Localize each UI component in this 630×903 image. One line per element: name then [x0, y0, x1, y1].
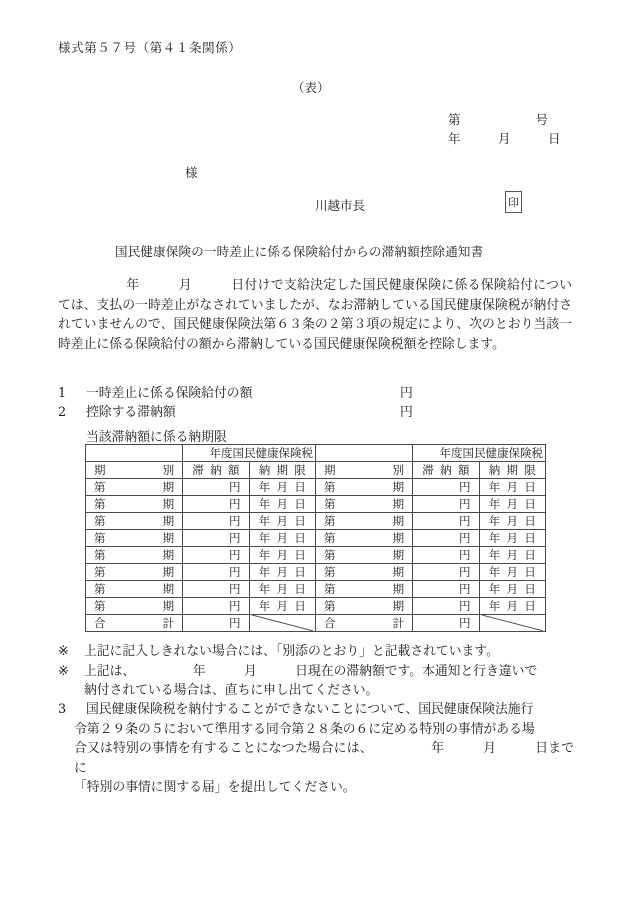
col-amount-char-3: 額 [227, 463, 240, 477]
cell-period-left [86, 598, 183, 615]
period-char-2: 期 [392, 497, 405, 511]
amount-unit: 円 [459, 496, 471, 511]
document-date-line: 年 月 日 [448, 131, 561, 146]
col-due-char-3: 限 [294, 463, 306, 477]
notes-block [58, 642, 574, 701]
group-header-right: 年度国民健康保険税 [413, 445, 546, 462]
due-char-2: 月 [506, 497, 518, 511]
cell-period-right [315, 496, 412, 513]
note-2 [58, 662, 574, 682]
cell-due-date-right [479, 479, 545, 496]
cell-total-label-right [315, 615, 412, 632]
due-char-1: 年 [488, 531, 501, 545]
amount-unit: 円 [459, 598, 471, 613]
table-label: （表） [292, 80, 330, 95]
note-2-continuation-text: 納付されている場合は、直ちに申し出てください。 [84, 683, 379, 698]
period-char-2: 期 [392, 531, 405, 545]
item-3 [58, 700, 574, 798]
cell-total-amount-left [183, 615, 249, 632]
due-char-1: 年 [258, 548, 271, 562]
due-char-1: 年 [258, 565, 271, 579]
cell-period-right [315, 513, 412, 530]
due-char-3: 日 [524, 480, 536, 494]
amount-unit: 円 [459, 479, 471, 494]
amount-unit: 円 [459, 564, 471, 579]
due-char-3: 日 [524, 599, 536, 613]
table-total-row [86, 615, 546, 632]
due-char-3: 日 [294, 548, 306, 562]
cell-amount-right [413, 479, 479, 496]
due-char-2: 月 [276, 514, 289, 528]
period-char-1: 第 [323, 582, 336, 596]
issuer-name: 川越市長 [315, 198, 366, 213]
period-char-2: 期 [392, 599, 405, 613]
cell-total-label-left [86, 615, 183, 632]
amount-unit: 円 [459, 615, 471, 630]
body-paragraph [58, 276, 572, 354]
due-char-1: 年 [258, 497, 271, 511]
cell-amount-right [413, 581, 479, 598]
cell-period-left [86, 513, 183, 530]
period-char-2: 期 [162, 514, 175, 528]
amount-unit: 円 [229, 496, 241, 511]
note-1-text: 上記に記入しきれない場合には、「別添のとおり」と記載されています。 [84, 644, 499, 659]
item-3-line-1: 国民健康保険税を納付することができないことについて、国民健康保険法施行 [86, 702, 534, 717]
cell-period-left [86, 496, 183, 513]
amount-unit: 円 [459, 530, 471, 545]
col-header-amount-right [413, 462, 479, 479]
col-amount-char-2: 納 [210, 463, 222, 477]
group-header-blank-right [315, 445, 412, 462]
amount-unit: 円 [229, 513, 241, 528]
period-char-2: 期 [392, 514, 405, 528]
due-char-1: 年 [488, 565, 501, 579]
cell-due-date-left [249, 547, 315, 564]
cell-amount-right [413, 530, 479, 547]
cell-amount-right [413, 496, 479, 513]
col-due-char-3-r: 限 [524, 463, 536, 477]
period-char-1: 第 [323, 599, 336, 613]
cell-due-date-right [479, 564, 545, 581]
due-char-1: 年 [488, 582, 501, 596]
col-amount-char-1: 滞 [192, 463, 204, 477]
col-period-char-2-r: 別 [392, 463, 405, 477]
item-3-line-4: 「特別の事情に関する届」を提出してください。 [74, 780, 356, 795]
due-char-2: 月 [276, 548, 289, 562]
due-char-2: 月 [506, 565, 518, 579]
cell-amount-left [183, 564, 249, 581]
table-row [86, 496, 546, 513]
due-char-1: 年 [488, 548, 501, 562]
note-1-mark: ※ [58, 644, 69, 659]
due-char-2: 月 [276, 480, 289, 494]
cell-due-date-right [479, 598, 545, 615]
due-char-2: 月 [276, 582, 289, 596]
cell-amount-left [183, 598, 249, 615]
period-char-1: 第 [94, 565, 106, 579]
due-char-1: 年 [258, 582, 271, 596]
due-char-3: 日 [294, 480, 306, 494]
addressee-honorific: 様 [185, 165, 198, 180]
table-row [86, 598, 546, 615]
note-2-text: 上記は、 年 月 日現在の滞納額です。本通知と行き違いで [84, 663, 538, 679]
period-char-1: 第 [94, 548, 106, 562]
period-char-1: 第 [94, 582, 106, 596]
cell-amount-left [183, 496, 249, 513]
col-period-char-1: 期 [94, 463, 106, 477]
cell-total-amount-right [413, 615, 479, 632]
amount-unit: 円 [229, 615, 241, 630]
period-char-2: 期 [162, 531, 175, 545]
cell-amount-right [413, 513, 479, 530]
cell-amount-left [183, 547, 249, 564]
total-char-2: 計 [392, 616, 405, 630]
cell-period-left [86, 530, 183, 547]
col-period-char-1-r: 期 [323, 463, 336, 477]
col-amount-char-1-r: 滞 [422, 463, 434, 477]
due-char-2: 月 [276, 599, 289, 613]
period-char-1: 第 [323, 480, 336, 494]
total-char-2: 計 [162, 616, 175, 630]
col-due-char-1-r: 納 [488, 463, 501, 477]
body-text: 支給決定した国民健康保険に係る保険給付については、支払の一時差止がなされていましたが、なお滞納している国民健康保険税が納付されていませんので、国民健康保険法第６３条の２第３項の規定により、次のとおり当該一時差止に係る保険給付の額から滞納している国民健康保険税額を控除します。 [58, 278, 572, 352]
amount-unit: 円 [229, 564, 241, 579]
cell-amount-right [413, 547, 479, 564]
cell-period-right [315, 581, 412, 598]
page-title: 国民健康保険の一時差止に係る保険給付からの滞納額控除通知書 [115, 244, 484, 259]
col-header-period-right [315, 462, 412, 479]
due-char-1: 年 [258, 514, 271, 528]
body-blank-date: 年 月 日付けで [126, 278, 284, 293]
table-row [86, 530, 546, 547]
due-char-2: 月 [276, 531, 289, 545]
cell-period-left [86, 581, 183, 598]
col-amount-char-2-r: 納 [440, 463, 452, 477]
item-2-sub-label: 当該滞納額に係る納期限 [86, 430, 227, 445]
due-char-2: 月 [506, 531, 518, 545]
note-2-mark: ※ [58, 663, 69, 679]
due-char-3: 日 [524, 514, 536, 528]
amount-unit: 円 [229, 598, 241, 613]
due-char-1: 年 [488, 514, 501, 528]
due-char-2: 月 [506, 514, 518, 528]
cell-amount-left [183, 479, 249, 496]
due-char-3: 日 [294, 582, 306, 596]
cell-due-date-left [249, 581, 315, 598]
due-char-1: 年 [488, 497, 501, 511]
period-char-2: 期 [162, 497, 175, 511]
period-char-2: 期 [392, 548, 405, 562]
cell-due-date-left [249, 513, 315, 530]
due-char-1: 年 [488, 599, 501, 613]
amount-unit: 円 [229, 530, 241, 545]
item-1-label: 一時差止に係る保険給付の額 [86, 386, 253, 401]
cell-due-date-left [249, 564, 315, 581]
col-due-char-2-r: 期 [506, 463, 518, 477]
cell-period-right [315, 564, 412, 581]
col-due-char-2: 期 [276, 463, 289, 477]
table-row [86, 547, 546, 564]
table-row [86, 513, 546, 530]
cell-due-date-right [479, 496, 545, 513]
amount-unit: 円 [459, 547, 471, 562]
due-char-3: 日 [294, 497, 306, 511]
item-2-number: 2 [58, 405, 67, 420]
cell-due-date-right [479, 513, 545, 530]
due-char-1: 年 [258, 480, 271, 494]
due-char-2: 月 [506, 599, 518, 613]
col-header-amount-left [183, 462, 249, 479]
table-group-header-row [86, 445, 546, 462]
table-head [86, 445, 546, 479]
period-char-1: 第 [94, 531, 106, 545]
cell-due-date-left [249, 479, 315, 496]
total-char-1: 合 [94, 616, 106, 630]
delinquency-table [85, 444, 546, 632]
seal-box: 印 [505, 191, 522, 213]
period-char-2: 期 [162, 599, 175, 613]
table-body [86, 479, 546, 632]
due-char-3: 日 [294, 565, 306, 579]
cell-due-date-right [479, 530, 545, 547]
group-header-blank-left [86, 445, 183, 462]
cell-due-date-right [479, 581, 545, 598]
period-char-1: 第 [323, 514, 336, 528]
table-row [86, 479, 546, 496]
period-char-2: 期 [392, 480, 405, 494]
period-char-2: 期 [162, 582, 175, 596]
due-char-2: 月 [276, 565, 289, 579]
period-char-1: 第 [94, 480, 106, 494]
due-char-3: 日 [294, 599, 306, 613]
period-char-2: 期 [162, 565, 175, 579]
item-1-unit: 円 [400, 386, 413, 401]
due-char-1: 年 [258, 599, 271, 613]
cell-period-right [315, 479, 412, 496]
due-char-3: 日 [524, 497, 536, 511]
cell-amount-right [413, 564, 479, 581]
item-3-number: 3 [58, 702, 67, 717]
total-char-1: 合 [323, 616, 336, 630]
note-2-continuation [58, 681, 574, 701]
group-header-left: 年度国民健康保険税 [183, 445, 316, 462]
cell-amount-left [183, 513, 249, 530]
cell-due-date-left [249, 530, 315, 547]
period-char-2: 期 [392, 582, 405, 596]
cell-period-right [315, 598, 412, 615]
document-number-line: 第 号 [448, 112, 549, 127]
col-header-due-left [249, 462, 315, 479]
cell-amount-left [183, 530, 249, 547]
cell-period-right [315, 547, 412, 564]
note-1 [58, 642, 574, 662]
item-2-unit: 円 [400, 405, 413, 420]
period-char-1: 第 [323, 497, 336, 511]
item-3-line-3: 合又は特別の事情を有することになつた場合には、 年 月 日までに [74, 741, 574, 776]
cell-period-left [86, 547, 183, 564]
due-char-2: 月 [506, 582, 518, 596]
period-char-2: 期 [162, 548, 175, 562]
due-char-1: 年 [488, 480, 501, 494]
item-2-label: 控除する滞納額 [86, 405, 176, 420]
cell-period-left [86, 479, 183, 496]
period-char-1: 第 [94, 599, 106, 613]
item-3-line-2: 令第２９条の５において準用する同令第２８条の６に定める特別の事情がある場 [74, 721, 535, 737]
cell-period-left [86, 564, 183, 581]
due-char-3: 日 [294, 531, 306, 545]
due-char-2: 月 [506, 548, 518, 562]
col-amount-char-3-r: 額 [457, 463, 470, 477]
due-char-3: 日 [524, 565, 536, 579]
due-char-3: 日 [524, 548, 536, 562]
due-char-2: 月 [276, 497, 289, 511]
due-char-3: 日 [524, 582, 536, 596]
period-char-1: 第 [323, 565, 336, 579]
cell-total-strike-left [249, 615, 315, 632]
due-char-3: 日 [294, 514, 306, 528]
col-header-period-left [86, 462, 183, 479]
table-column-header-row [86, 462, 546, 479]
cell-amount-right [413, 598, 479, 615]
cell-period-right [315, 530, 412, 547]
table-row [86, 581, 546, 598]
due-char-2: 月 [506, 480, 518, 494]
amount-unit: 円 [459, 581, 471, 596]
col-due-char-1: 納 [258, 463, 271, 477]
due-char-1: 年 [258, 531, 271, 545]
item-1-number: 1 [58, 386, 67, 401]
amount-unit: 円 [229, 479, 241, 494]
cell-due-date-right [479, 547, 545, 564]
due-char-3: 日 [524, 531, 536, 545]
amount-unit: 円 [459, 513, 471, 528]
period-char-1: 第 [323, 548, 336, 562]
period-char-1: 第 [323, 531, 336, 545]
col-period-char-2: 別 [162, 463, 175, 477]
period-char-1: 第 [94, 497, 106, 511]
form-number: 様式第５７号（第４１条関係） [58, 40, 242, 55]
cell-amount-left [183, 581, 249, 598]
table-row [86, 564, 546, 581]
period-char-2: 期 [392, 565, 405, 579]
cell-due-date-left [249, 496, 315, 513]
amount-unit: 円 [229, 581, 241, 596]
period-char-1: 第 [94, 514, 106, 528]
period-char-2: 期 [162, 480, 175, 494]
cell-total-strike-right [479, 615, 545, 632]
cell-due-date-left [249, 598, 315, 615]
col-header-due-right [479, 462, 545, 479]
amount-unit: 円 [229, 547, 241, 562]
